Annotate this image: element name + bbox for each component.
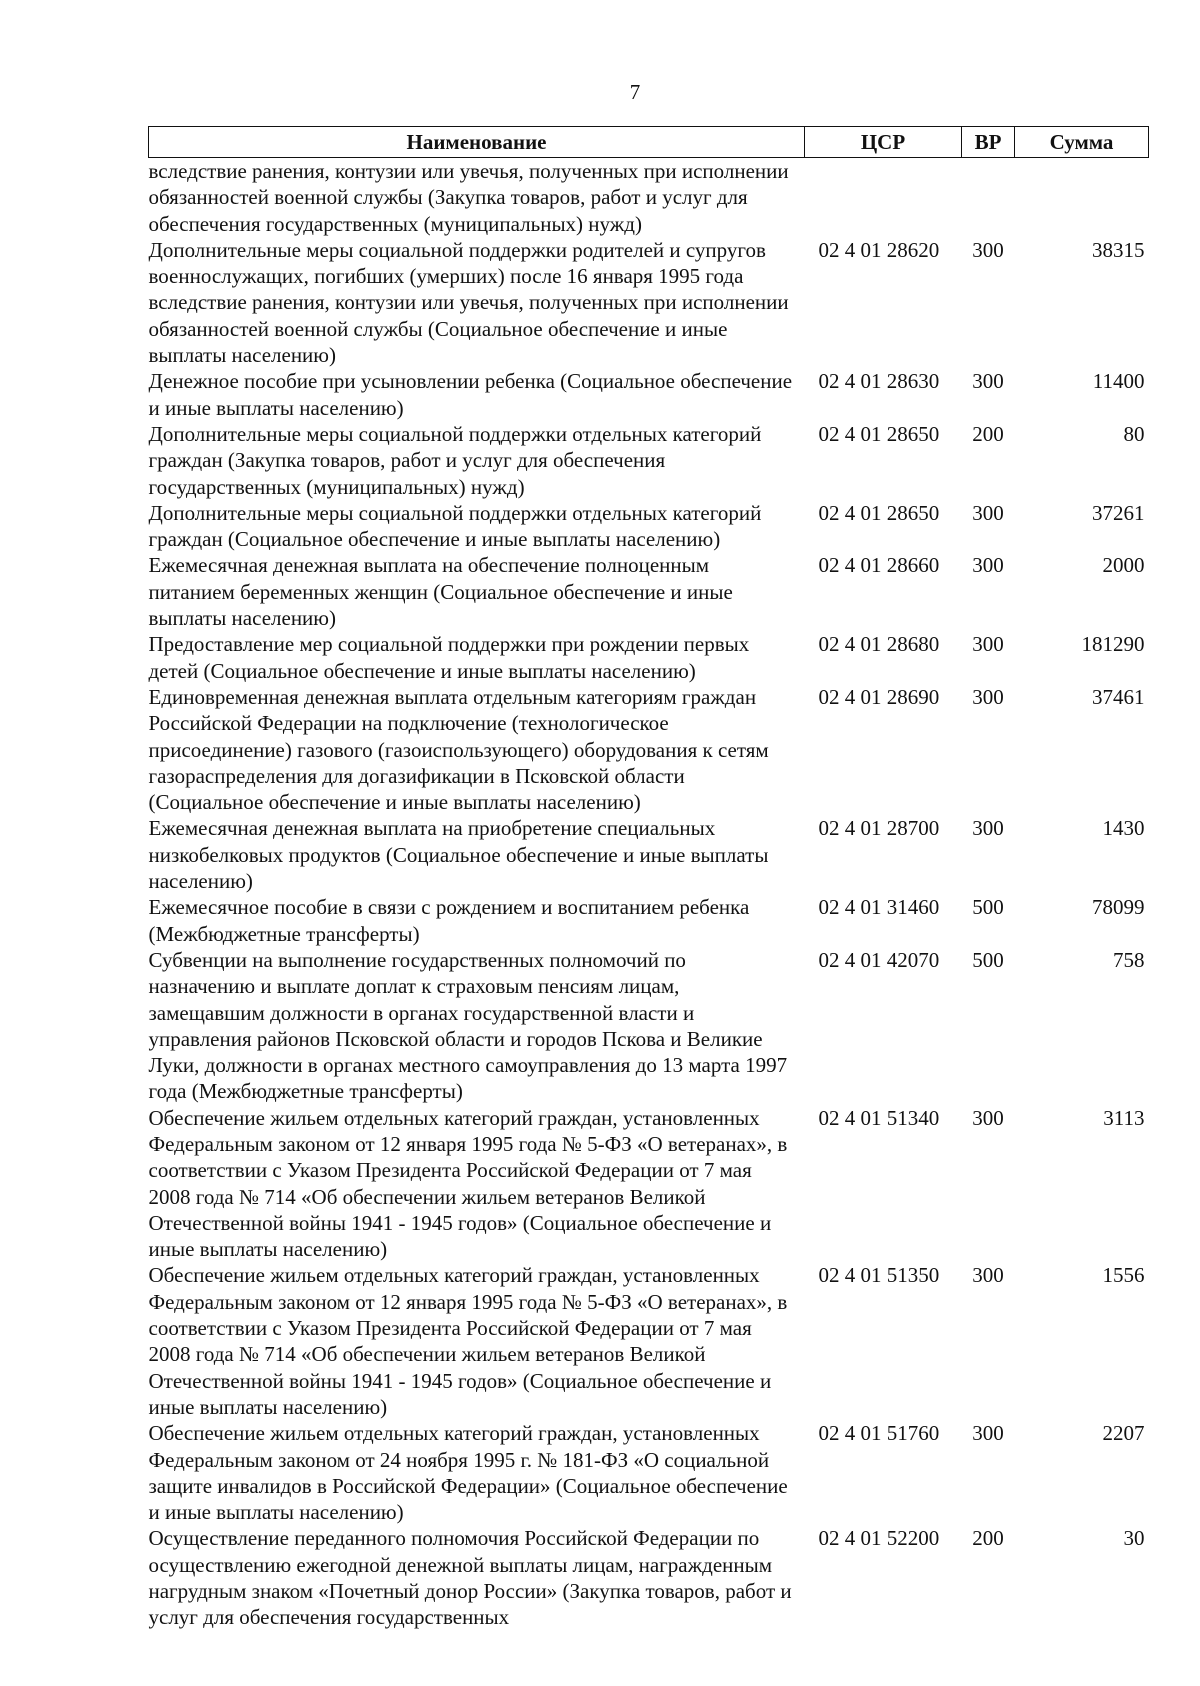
table-row	[149, 1105, 1149, 1263]
cell-name: Единовременная денежная выплата отдельным категориям граждан Российской Федерации на подключение (технологическое присоединение) газового (газоиспользующего) оборудования к сетям газораспределения для догазификации в Псковской области (Социальное обеспечение и иные выплаты населению)	[148, 684, 769, 815]
cell-csr: 02 4 01 51350	[818, 1263, 940, 1288]
cell-csr: 02 4 01 51340	[818, 1105, 940, 1130]
cell-sum	[1015, 158, 1149, 237]
cell-sum: 181290	[1081, 632, 1145, 657]
table-row	[149, 684, 1149, 815]
cell-vr: 300	[972, 237, 1004, 262]
table-row	[149, 1420, 1149, 1525]
table-row	[149, 500, 1149, 553]
header-name: Наименование	[149, 127, 805, 158]
cell-csr: 02 4 01 28660	[818, 553, 940, 578]
cell-name: Денежное пособие при усыновлении ребенка (Социальное обеспечение и иные выплаты населению)	[148, 369, 793, 420]
header-csr: ЦСР	[805, 127, 962, 158]
cell-csr: 02 4 01 52200	[818, 1526, 940, 1551]
cell-vr: 300	[972, 553, 1004, 578]
cell-name: Ежемесячная денежная выплата на обеспечение полноценным питанием беременных женщин (Социальное обеспечение и иные выплаты населению)	[148, 553, 733, 631]
cell-vr: 300	[972, 816, 1004, 841]
cell-vr: 500	[972, 947, 1004, 972]
cell-sum: 37261	[1092, 500, 1145, 525]
table-row	[149, 158, 1149, 237]
cell-name: Ежемесячная денежная выплата на приобретение специальных низкобелковых продуктов (Социальное обеспечение и иные выплаты населению)	[148, 816, 769, 894]
budget-table	[148, 126, 1149, 1631]
cell-name: Осуществление переданного полномочия Российской Федерации по осуществлению ежегодной денежной выплаты лицам, награжденным нагрудным знаком «Почетный донор России» (Закупка товаров, работ и услуг для обеспечения государственных	[148, 1526, 792, 1630]
cell-vr: 200	[972, 421, 1004, 446]
cell-csr	[805, 158, 962, 237]
cell-sum: 1556	[1102, 1263, 1145, 1288]
cell-sum: 1430	[1102, 816, 1145, 841]
table-body	[149, 158, 1149, 1631]
cell-csr: 02 4 01 28620	[818, 237, 940, 262]
cell-name: Дополнительные меры социальной поддержки родителей и супругов военнослужащих, погибших (умерших) после 16 января 1995 года вследствие ранения, контузии или увечья, полученных при исполнении обязанностей военной службы (Социальное обеспечение и иные выплаты населению)	[148, 237, 789, 368]
cell-csr: 02 4 01 28680	[818, 632, 940, 657]
cell-vr: 500	[972, 895, 1004, 920]
table-row	[149, 1262, 1149, 1420]
cell-sum: 11400	[1092, 369, 1145, 394]
cell-vr: 300	[972, 1263, 1004, 1288]
table-row	[149, 368, 1149, 421]
cell-csr: 02 4 01 28690	[818, 684, 940, 709]
cell-sum: 2207	[1102, 1421, 1145, 1446]
cell-csr: 02 4 01 31460	[818, 895, 940, 920]
table-row	[149, 631, 1149, 684]
header-vr: ВР	[962, 127, 1015, 158]
cell-sum: 2000	[1102, 553, 1145, 578]
cell-csr: 02 4 01 42070	[818, 947, 940, 972]
cell-name: Дополнительные меры социальной поддержки отдельных категорий граждан (Закупка товаров, работ и услуг для обеспечения государственных (муниципальных) нужд)	[148, 421, 762, 499]
table-row	[149, 421, 1149, 500]
cell-sum: 78099	[1092, 895, 1145, 920]
cell-vr: 200	[972, 1526, 1004, 1551]
cell-name: Ежемесячное пособие в связи с рождением и воспитанием ребенка (Межбюджетные трансферты)	[148, 895, 750, 946]
header-sum: Сумма	[1015, 127, 1149, 158]
table-row	[149, 815, 1149, 894]
table-header	[149, 127, 1149, 158]
cell-vr: 300	[972, 1421, 1004, 1446]
cell-sum: 37461	[1092, 684, 1145, 709]
cell-name: Дополнительные меры социальной поддержки отдельных категорий граждан (Социальное обеспечение и иные выплаты населению)	[148, 500, 762, 552]
cell-name: Субвенции на выполнение государственных полномочий по назначению и выплате доплат к страховым пенсиям лицам, замещавшим должности в органах государственной власти и управления районов Псковской области и городов Пскова и Великие Луки, должности в органах местного самоуправления до 13 марта 1997 года (Межбюджетные трансферты)	[148, 947, 788, 1104]
cell-name: Предоставление мер социальной поддержки при рождении первых детей (Социальное обеспечение и иные выплаты населению)	[148, 632, 750, 683]
table-row	[149, 552, 1149, 631]
cell-csr: 02 4 01 28650	[818, 500, 940, 525]
cell-name: Обеспечение жильем отдельных категорий граждан, установленных Федеральным законом от 12 января 1995 года № 5-ФЗ «О ветеранах», в соответствии с Указом Президента Российской Федерации от 7 мая 2008 года № 714 «Об обеспечении жильем ветеранов Великой Отечественной войны 1941 - 1945 годов» (Социальное обеспечение и иные выплаты населению)	[148, 1105, 788, 1262]
cell-csr: 02 4 01 28700	[818, 816, 940, 841]
table-row	[149, 894, 1149, 947]
header-row	[149, 127, 1149, 158]
cell-name: Обеспечение жильем отдельных категорий граждан, установленных Федеральным законом от 12 января 1995 года № 5-ФЗ «О ветеранах», в соответствии с Указом Президента Российской Федерации от 7 мая 2008 года № 714 «Об обеспечении жильем ветеранов Великой Отечественной войны 1941 - 1945 годов» (Социальное обеспечение и иные выплаты населению)	[148, 1263, 788, 1419]
page-number: 7	[629, 80, 641, 104]
cell-csr: 02 4 01 51760	[818, 1421, 940, 1446]
cell-vr	[962, 158, 1015, 237]
table-row	[149, 237, 1149, 368]
cell-sum: 38315	[1092, 237, 1145, 262]
cell-name: вследствие ранения, контузии или увечья, полученных при исполнении обязанностей военной службы (Закупка товаров, работ и услуг для обеспечения государственных (муниципальных) нужд)	[148, 159, 789, 236]
cell-vr: 300	[972, 500, 1004, 525]
cell-vr: 300	[972, 1105, 1004, 1130]
table-row	[149, 1525, 1149, 1630]
cell-sum: 80	[1123, 421, 1145, 446]
cell-vr: 300	[972, 684, 1004, 709]
cell-csr: 02 4 01 28650	[818, 421, 940, 446]
table-row	[149, 947, 1149, 1105]
cell-sum: 30	[1123, 1526, 1145, 1551]
cell-sum: 758	[1113, 947, 1145, 972]
cell-sum: 3113	[1103, 1105, 1145, 1130]
cell-csr: 02 4 01 28630	[818, 369, 940, 394]
cell-vr: 300	[972, 632, 1004, 657]
cell-name: Обеспечение жильем отдельных категорий граждан, установленных Федеральным законом от 24 ноября 1995 г. № 181-ФЗ «О социальной защите инвалидов в Российской Федерации» (Социальное обеспечение и иные выплаты населению)	[148, 1421, 788, 1525]
cell-vr: 300	[972, 369, 1004, 394]
